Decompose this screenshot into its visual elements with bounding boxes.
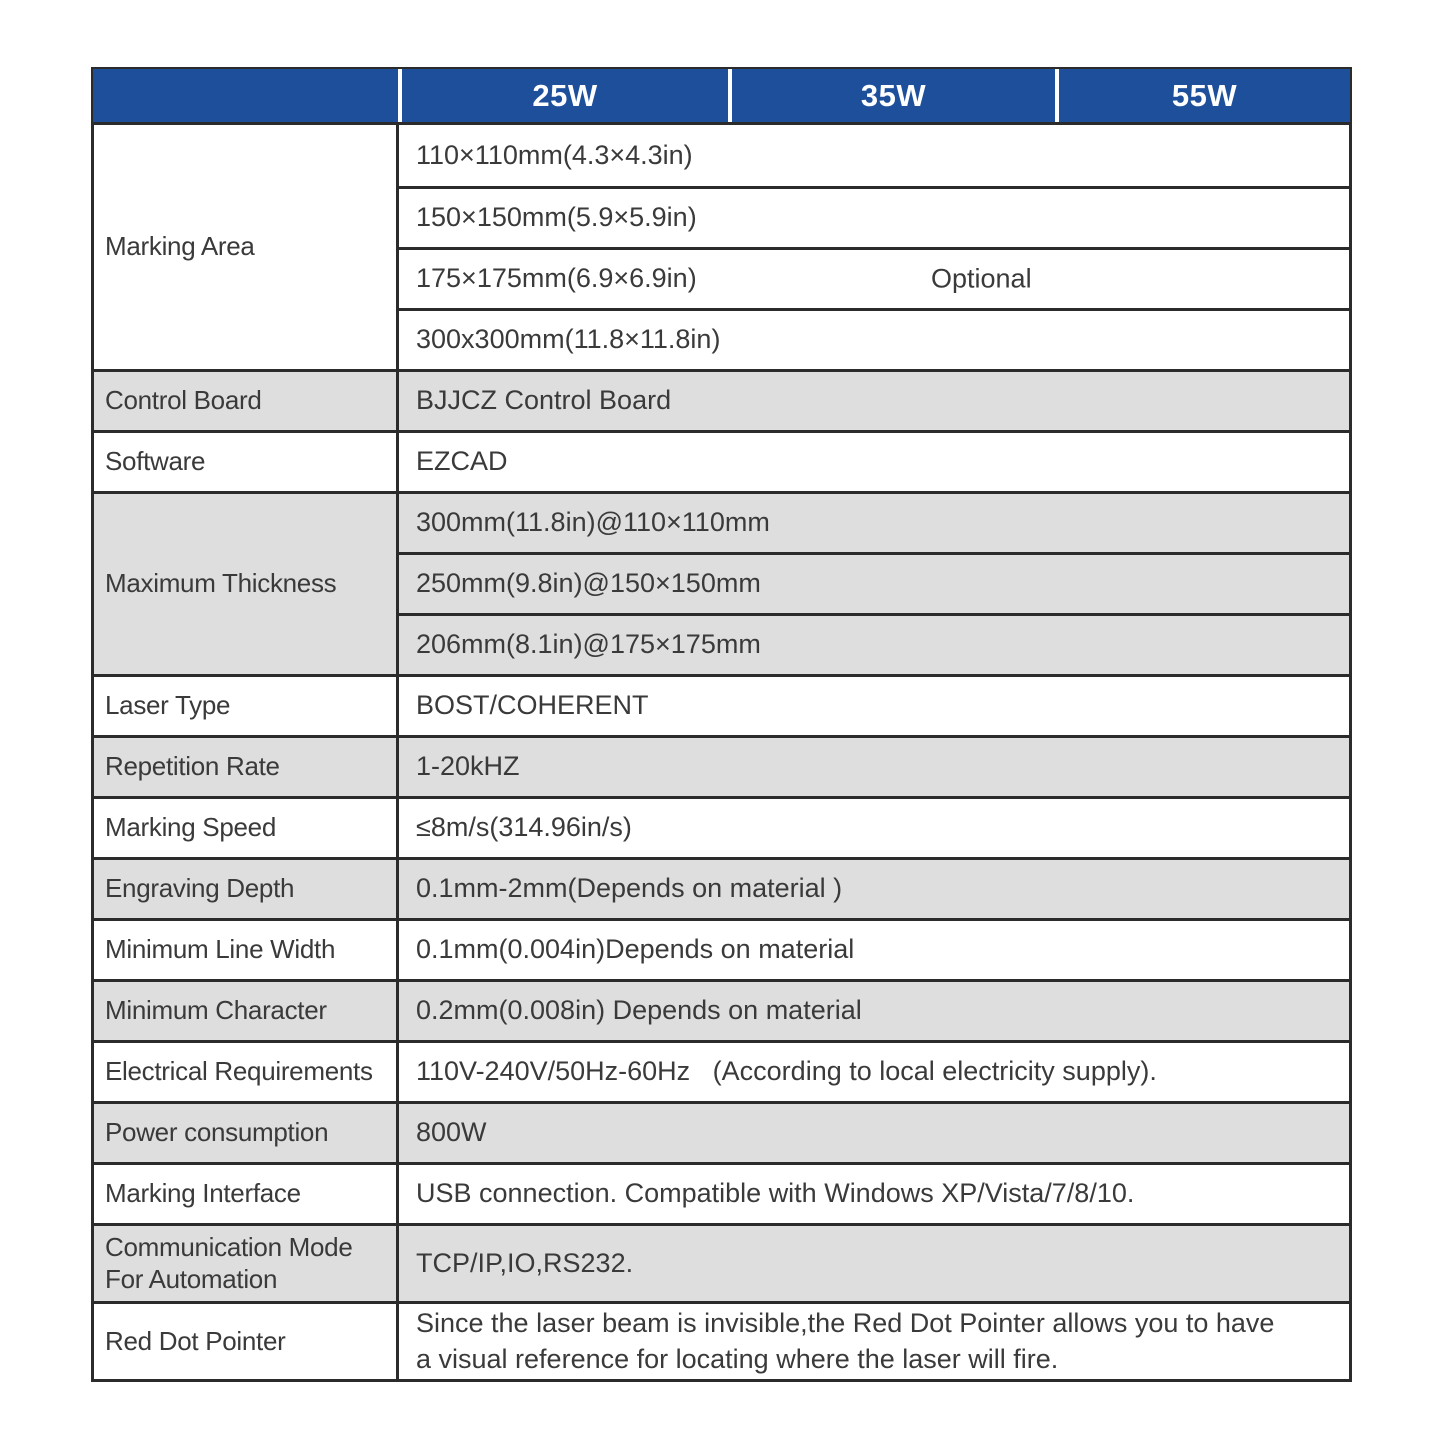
header-product-cell bbox=[93, 69, 398, 122]
maximum-thickness-value-1: 300mm(11.8in)@110×110mm bbox=[399, 491, 1349, 552]
red-dot-pointer-value bbox=[399, 1301, 1349, 1379]
software-value: EZCAD bbox=[399, 430, 1349, 491]
engraving-depth-label: Engraving Depth bbox=[94, 857, 399, 918]
marking-area-value-3 bbox=[399, 247, 1349, 308]
minimum-character-value: 0.2mm(0.008in) Depends on material bbox=[399, 979, 1349, 1040]
marking-speed-label: Marking Speed bbox=[94, 796, 399, 857]
marking-area-value-4: 300x300mm(11.8×11.8in) bbox=[399, 308, 1349, 369]
marking-speed-value: ≤8m/s(314.96in/s) bbox=[399, 796, 1349, 857]
maximum-thickness-label: Maximum Thickness bbox=[94, 491, 399, 674]
control-board-label: Control Board bbox=[94, 369, 399, 430]
header-35w: 35W bbox=[728, 69, 1055, 122]
optional-note: Optional bbox=[931, 263, 1032, 294]
control-board-value: BJJCZ Control Board bbox=[399, 369, 1349, 430]
repetition-rate-value: 1-20kHZ bbox=[399, 735, 1349, 796]
maximum-thickness-value-3: 206mm(8.1in)@175×175mm bbox=[399, 613, 1349, 674]
maximum-thickness-value-2: 250mm(9.8in)@150×150mm bbox=[399, 552, 1349, 613]
header-55w: 55W bbox=[1055, 69, 1350, 122]
header-25w: 25W bbox=[398, 69, 728, 122]
minimum-line-width-label: Minimum Line Width bbox=[94, 918, 399, 979]
red-dot-pointer-text: Since the laser beam is invisible,the Red Dot Pointer allows you to have a visual reference for locating where the laser will fire. bbox=[416, 1308, 1282, 1374]
marking-interface-value: USB connection. Compatible with Windows XP/Vista/7/8/10. bbox=[399, 1162, 1349, 1223]
laser-type-value: BOST/COHERENT bbox=[399, 674, 1349, 735]
minimum-character-label: Minimum Character bbox=[94, 979, 399, 1040]
marking-area-value-3-text: 175×175mm(6.9×6.9in) bbox=[416, 263, 697, 294]
spec-table bbox=[91, 67, 1352, 1382]
marking-area-value-2: 150×150mm(5.9×5.9in) bbox=[399, 186, 1349, 247]
communication-mode-value: TCP/IP,IO,RS232. bbox=[399, 1223, 1349, 1301]
spec-table-body bbox=[91, 125, 1352, 1382]
software-label: Software bbox=[94, 430, 399, 491]
electrical-requirements-label: Electrical Requirements bbox=[94, 1040, 399, 1101]
minimum-line-width-value: 0.1mm(0.004in)Depends on material bbox=[399, 918, 1349, 979]
marking-interface-label: Marking Interface bbox=[94, 1162, 399, 1223]
marking-area-value-1: 110×110mm(4.3×4.3in) bbox=[399, 125, 1349, 186]
engraving-depth-value: 0.1mm-2mm(Depends on material ) bbox=[399, 857, 1349, 918]
red-dot-pointer-label: Red Dot Pointer bbox=[94, 1301, 399, 1379]
power-consumption-label: Power consumption bbox=[94, 1101, 399, 1162]
communication-mode-label: Communication Mode For Automation bbox=[94, 1223, 399, 1301]
power-consumption-value: 800W bbox=[399, 1101, 1349, 1162]
repetition-rate-label: Repetition Rate bbox=[94, 735, 399, 796]
marking-area-label: Marking Area bbox=[94, 125, 399, 369]
laser-type-label: Laser Type bbox=[94, 674, 399, 735]
electrical-requirements-value: 110V-240V/50Hz-60Hz (According to local electricity supply). bbox=[399, 1040, 1349, 1101]
spec-table-header bbox=[91, 67, 1352, 125]
